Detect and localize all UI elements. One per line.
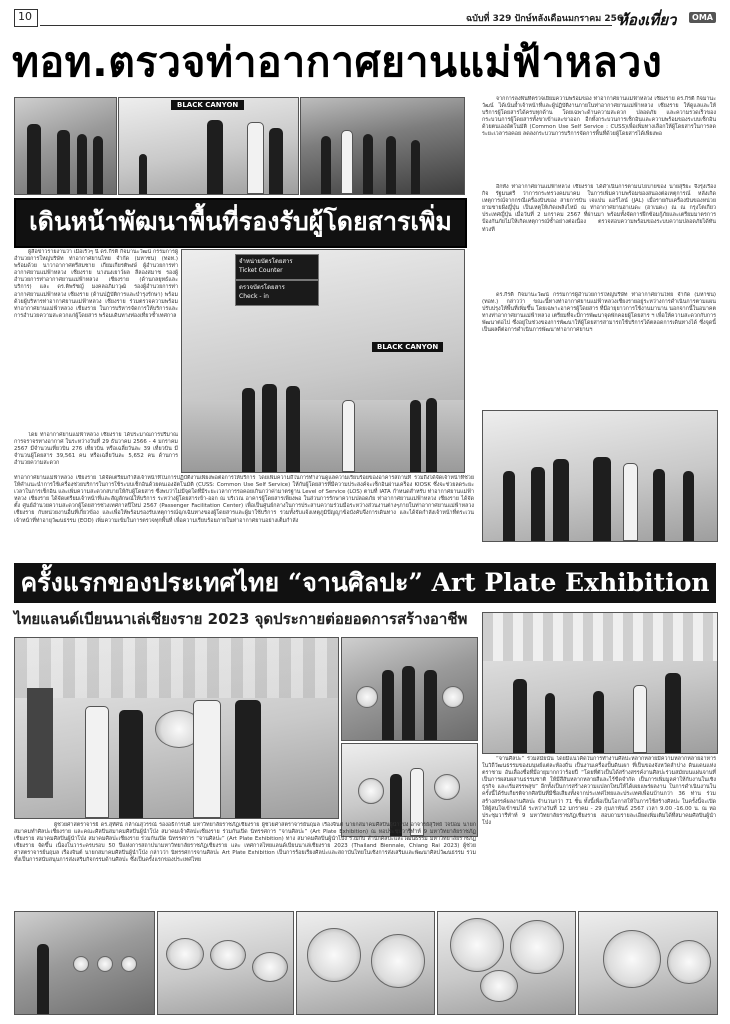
- page-number: 10: [18, 10, 32, 23]
- ticket-counter-sign-th: จำหน่ายบัตรโดยสาร: [239, 258, 293, 265]
- art-plate: [358, 778, 384, 804]
- photo-officials-group: [482, 410, 718, 542]
- photo-officials-terminal: [118, 97, 299, 195]
- art-plate: [450, 918, 504, 972]
- photo-exhibition-opening: [14, 637, 339, 819]
- art-plate: [434, 774, 460, 800]
- person-figure: [531, 467, 545, 541]
- art-plate: [73, 956, 89, 972]
- section2-banner: [14, 563, 716, 603]
- photo-officials-inspection: [300, 97, 465, 195]
- photo-plates-display-5: [578, 911, 718, 1015]
- headline: ทอท.ตรวจท่าอากาศยานแม่ฟ้าหลวง: [12, 38, 663, 86]
- art-plate: [307, 928, 361, 982]
- art-plate: [356, 686, 378, 708]
- person-figure: [341, 130, 353, 194]
- person-figure: [424, 670, 437, 740]
- person-figure: [85, 706, 109, 818]
- person-figure: [207, 120, 223, 194]
- photo-terminal-walkthrough: [181, 249, 465, 473]
- art-plate: [480, 970, 518, 1002]
- photo-plates-display-2: [157, 911, 294, 1015]
- section2-subhead: ไทยแลนด์เบียนนาเล่เชียงราย 2023 จุดประกายต่อยอดการสร้างอาชีพ: [14, 610, 468, 628]
- section2-banner-quote: “จานศิลปะ”: [287, 568, 423, 597]
- art-plate: [97, 956, 113, 972]
- person-figure: [593, 691, 604, 753]
- person-figure: [93, 136, 103, 194]
- person-figure: [382, 670, 394, 740]
- person-figure: [139, 154, 147, 194]
- photo-exhibition-hall: [482, 612, 718, 754]
- person-figure: [402, 666, 415, 740]
- article1-right-col-2: อีกทั้ง ท่าอากาศยานแม่ฟ้าหลวง เชียงราย ได้ดำเนินการตามนโยบายของ นายสุริยะ จึงรุ่งเรืองกิจ รัฐมนตรี ว่าการกระทรวงคมนาคม ในการเพิ่มความพร้อมของสนองต่อเหตุการณ์ หลังเกิดเหตุการณ์จากกรณีเครื่องบินของ สายการบิน เจแปน แอร์ไลน์ (JAL) เมื่อรายกับเครื่องบินของหน่วยยามชายฝั่งญี่ปุ่น เป็นเหตุให้เกิดเพลิงไหม้ ณ ท่าอากาศยานฮาเนดะ (ฮาเนดะ) ณ ณ กรุงโตเกียว ประเทศญี่ปุ่น เมื่อวันที่ 2 มกราคม 2567 ที่ผ่านมา พร้อมทั้งจัดการฝึกซ้อมกู้ภัยและเตรียมมาตรการป้องกันภัยไม่ให้เกิดเหตุการณ์ซ้ำอย่างต่อเนื่อง ตรวจสอบความพร้อมของระบบความปลอดภัยได้ทันท่วงที: [482, 184, 716, 233]
- art-plate: [166, 938, 204, 970]
- section1-banner-text: เดินหน้าพัฒนาพื้นที่รองรับผู้โดยสารเพิ่ม: [29, 207, 452, 236]
- person-figure: [342, 400, 355, 472]
- art-plate: [603, 930, 661, 988]
- ticket-counter-sign: [235, 254, 319, 280]
- article1-right-col-3: ดร.กีรติ กิจมานะวัฒน์ กรรมการผู้อำนวยการใหญ่บริษัท ท่าอากาศยานไทย จำกัด (มหาชน) (ทอท.) กล่าวว่า ขณะนี้ทางท่าอากาศยานแม่ฟ้าหลวงเชียงรายอยู่ระหว่างการดำเนินการตามแผนปรับปรุงให้พื้นที่เพิ่มขึ้น โดยเฉพาะอาคารผู้โดยสาร ที่มีอายุยาวการใช้งานมานาน นอกจากนี้ในอนาคตทางท่าอากาศยานแม่ฟ้าหลวง เตรียมที่จะมีการพัฒนาจุดพักคอยผู้โดยสาร ฯ เพื่อให้ความสะดวกกับการพัฒนาต่อไป ซึ่งอยู่ในช่วงของการพัฒนาให้ผู้โดยสารสามารถใช้บริการได้ตลอดการเดินทางได้ ซึ่งจุดนี้เป็นผลดีต่อการดำเนินการพัฒนาท่าอากาศยานฯ: [482, 292, 716, 334]
- issue-label: ฉบับที่ 329 ปักษ์หลังเดือนมกราคม 2567: [466, 14, 630, 24]
- article1-right-col-1: จากการลงพื้นที่ตรวจเยี่ยมความพร้อมของ ท่าอากาศยานแม่ฟ้าหลวง เชียงราย ดร.กีรติ กิจมานะวัฒน์ ได้เน้นย้ำเจ้าหน้าที่และผู้ปฏิบัติงานภายในท่าอากาศยานแม่ฟ้าหลวง เชียงราย ให้ดูแลและให้บริการผู้โดยสารได้ครบทุกด้าน โดยเฉพาะด้านความสะดวก ปลอดภัย และความรวดเร็วของกระบวนการผู้โดยสารทั้งขาเข้าและขาออก อีกทั้งกระบวนการเช็กอินและความพร้อมของระบบเช็กอินด้วยตนเองอัตโนมัติ (Common Use Self Service : CUSS)เพื่อเพิ่มทางเลือกให้ผู้โดยสารในการลดระยะเวลารอคอย ลดลงกระบวนการบริการจัดการพื้นที่ด้วยผู้โดยสารได้เพียงพอ: [482, 96, 716, 138]
- person-figure: [623, 463, 638, 541]
- person-figure: [653, 469, 665, 541]
- person-figure: [545, 693, 555, 753]
- art-plate: [252, 952, 288, 982]
- section2-banner-prefix: ครั้งแรกของประเทศไทย: [20, 568, 280, 597]
- logo-text: ห้องเที่ยว: [618, 11, 677, 29]
- person-figure: [37, 944, 49, 1014]
- person-figure: [683, 471, 694, 541]
- article1-left-col-2: โดย ท่าอากาศยานแม่ฟ้าหลวง เชียงราย ได้ประมาณการปริมาณการจราจรทางอากาศ ในระหว่างวันที่ 29 ธันวาคม 2566 - 4 มกราคม 2567 มีจำนวนเที่ยวบิน 276 เที่ยวบิน หรือเฉลี่ยวันละ 39 เที่ยวบิน มีจำนวนผู้โดยสาร 39,561 คน หรือเฉลี่ยวันละ 5,652 คน ด้านการอำนวยความสะดวก: [14, 432, 178, 467]
- check-in-sign-en: Check - in: [239, 293, 269, 300]
- person-figure: [553, 459, 569, 541]
- person-figure: [286, 386, 300, 472]
- publication-logo: [618, 7, 716, 29]
- person-figure: [411, 140, 420, 194]
- black-canyon-sign-2: BLACK CANYON: [372, 342, 443, 352]
- person-figure: [57, 130, 70, 194]
- art-plate: [371, 934, 425, 988]
- person-figure: [262, 384, 277, 472]
- logo-sub: OMA: [689, 12, 716, 23]
- person-figure: [193, 700, 221, 818]
- section2-banner-english: Art Plate Exhibition: [431, 568, 710, 597]
- header-rule: [40, 25, 612, 26]
- photo-plates-display-1: [14, 911, 155, 1015]
- person-figure: [633, 685, 647, 753]
- person-figure: [503, 471, 515, 541]
- person-figure: [247, 122, 264, 194]
- article1-full-width: ท่าอากาศยานแม่ฟ้าหลวง เชียงราย ได้จัดเตรียมกำลังเจ้าหน้าที่ในการปฏิบัติงานเพียงพอต่อการให้บริการ โดยเพิ่มความถี่ในการทำงานดูแลความเรียบร้อยของอาคารสถานที่ รวมถึงได้จัดเจ้าหน้าที่ช่วยให้คำแนะนำการใช้เครื่องช่วยบริการในการใช้ระบบเช็กอินด้วยตนเองอัตโนมัติ (CUSS: Common Use Self Service) ให้กับผู้โดยสารที่มีความประสงค์จะเช็กอินผ่านเคร็อง KIOSK ซึ่งจะช่วยลดระยะเวลาในการเช็กอิน และเพิ่มความสะดวกสบายให้กับผู้โดยสาร ซึ่งพบว่าไม่มีจุดใดที่มีระยะเวลาการรอคอยเกินกว่าค่ามาตรฐาน Level of Service (LOS) ตามที่ IATA กำหนดสำหรับ ท่าอากาศยานแม่ฟ้าหลวง เชียงราย ได้จัดเตรียมเจ้าหน้าที่และสัญลักษณ์ให้บริการ ระหว่างผู้โดยสารเข้า-ออก ณ บริเวณ อาคารผู้โดยสารเพียงพอ ในส่วนการรักษาความปลอดภัย ท่าอากาศยานแม่ฟ้าหลวง เชียงราย ได้จัดตั้ง ศูนย์อำนวยความสะดวกผู้โดยสารช่วงเทศกาลปีใหม่ 2567 (Passenger Facilitation Center) เพื่อเป็นศูนย์กลางในการประสานความร่วมมือระหว่างส่วนงานต่างๆภายในท่าอากาศยานแม่ฟ้าหลวง เชียงราย กับหน่วยงานอื่นที่เกี่ยวข้อง และเพื่อให้พร้อมรองรับเหตุการณ์ฉุกเฉินทางของผู้โดยสารและผู้มาใช้บริการ รวมทั้งรับแจ้งเหตุภูมิปัญญาข้อบังคับจึงการเดินทาง และได้จัดกำลังเจ้าหน้าที่ตระเวน เจ้าหน้าที่ท่าอายุวัฒนธรรม (EOD) เพิ่มความเข้มในการตรวจทุกพื้นที่ เพื่อความเรียบร้อยภายในท่าอากาศยานอย่างเต็มกำลัง: [14, 475, 474, 524]
- check-in-sign-th: ตรวจบัตรโดยสาร: [239, 284, 285, 291]
- person-figure: [513, 679, 527, 753]
- photo-officials-escalator: [14, 97, 117, 195]
- photo-plates-display-3: [296, 911, 435, 1015]
- art-plate: [121, 956, 137, 972]
- person-figure: [665, 673, 681, 753]
- art-plate: [510, 920, 564, 974]
- photo-plates-display-4: [437, 911, 576, 1015]
- person-figure: [119, 710, 143, 818]
- article2-caption: ผู้ช่วยศาสตราจารย์ ดร.สุทัศน์ กล้าณสุวรรณ์ รองอธิการบดี มหาวิทยาลัยราชภัฏเชียงราย ผู้ช่วยศาสตราจารย์นฤมล เรืองจินต์ นายกสมาคมศิลปินผู้นำโป่ง อาจารย์สุวิทย์ ใจป้อม นายกสมาคมทำศิลปะเชียงราย และคณะศิลปินสมาคมศิลปินผู้นำโป่ง สมาคมเจ้าศิลปะเชียงราย ร่วมกันเปิด นิทรรศการ “จานศิลปะ” (Art Plate Exhibition) ณ หอประชุมวารีทำท์ 9 มหาวิทยาลัยราชภัฏเชียงราย สมาคมศิลปินผู้นำโป่ง สมาคมศิลปะเชียงราย ร่วมกันเปิด นิทรรศการ “จานศิลปะ” (Art Plate Exhibition) ทาง สมาคมศิลปินผู้นำโป่ง ร่วมกับ สำนักศิลปะและวัฒนธรรม มหาวิทยาลัยราชภัฏเชียงราย จัดขึ้น เนื่องในวาระครบรอบ 50 ปีแห่งการสถาปนามหาวิทยาลัยราชภัฏเชียงราย และ เทศกาลไทยแลนด์เบียนนาเล่เชียงราย 2023 (Thailand Biennale, Chiang Rai 2023) ผู้ช่วยศาสตราจารย์นฤมล เรืองจินต์ นายกสมาคมศิลปินผู้นำโป่ง กล่าวว่า นิทรรศการจานศิลปะ Art Plate Exhibition เป็นการร้อยเรียงศิลปะและสถาบันไทยในเชิงการส่งเสริมและพัฒนาศิลปวัฒนธรรม รวมทั้งเป็นการสนับสนุนการส่งเสริมกิจกรรมด้านศิลปะ ซึ่งเป็นครั้งแรกของประเทศไทย: [14, 822, 476, 864]
- person-figure: [363, 134, 373, 194]
- person-figure: [410, 400, 421, 472]
- person-figure: [321, 136, 331, 194]
- art-plate: [210, 940, 246, 970]
- person-figure: [269, 128, 283, 194]
- person-figure: [235, 700, 261, 818]
- article1-left-col: ผู้สื่อข่าวรายงานว่า เมื่อเร็วๆ นี้ ดร.กีรติ กิจมานะวัฒน์ กรรมการผู้อำนวยการใหญ่บริษัท ท่าอากาศยานไทย จำกัด (มหาชน) (ทอท.) พร้อมด้วย นาวาอากาศตรีสมชาย เกียมเกียรติพงษ์ ผู้อำนวยการท่าอากาศยานแม่ฟ้าหลวง เชียงราย นางนงเยาว์ผล ลีลองสมาช รองผู้อำนวยการท่าอากาศยานแม่ฟ้าหลวง เชียงราย (ด้านกลยุทธ์และบริการ) และ ดร.ติพรัชญ์ มงคลอภิมาวุฒิ รองผู้อำนวยการท่าอากาศยานแม่ฟ้าหลวง เชียงราย (ด้านปฏิบัติการและบำรุงรักษา) พร้อมด้วยผู้บริหารท่าอากาศยานแม่ฟ้าหลวง เชียงราย ร่วมตรวจความพร้อม ท่าอากาศยานแม่ฟ้าหลวง เชียงราย ในการบริหารจัดการให้บริการและการอำนวยความสะดวกแก่ผู้โดยสาร พร้อมเดินทางท่องเที่ยวซ้ำเทศกาล: [14, 249, 178, 319]
- person-figure: [386, 136, 396, 194]
- person-figure: [593, 457, 611, 541]
- check-in-sign: [235, 280, 319, 306]
- ticket-counter-sign-en: Ticket Counter: [239, 267, 283, 274]
- article2-right-text: “จานศิลปะ” ร่วมสมัยนั้น โดยมีแนวคิดในการทำงานศิลปะหลากหลายมีความหลากหลายอาหารในวิถีวัฒนธรรมของมนุษย์แต่ละท้องถิ่น เป็นงานเครื่องปั้นดินเผา ที่เป็นของจังหวัดลำปาง ดินแดนแห่งตราชาม อันเลื่องชื่อที่มีอายุมากกว่าร้อยปี “โดยที่ตัวเป็นได้สร้างสรรค์งานศิลปะร่วมสมัยบนแผ่นจานที่เป็นการผสมผสานธรรมชาติ ให้มีสีสันหลากหลายสีและไร้ขีดจำกัด เป็นการเพิ่มมูลค่าให้กับงานในเชิงธุรกิจ และเริ่มสรรพสุข” อีกทั้งเป็นการสร้างความแปลกใหม่ให้ได้เผยแพร่ผลงาน ในการดำเนินงานในครั้งนี้ได้รับเกียรติจากศิลปินที่มีชื่อเสียงทั้งจากประเทศไทยและประเทศเพื่อนบ้านกว่า 36 ท่าน ร่วมสร้างสรรค์ผลงานศิลปะ จำนวนกว่า 71 ชิ้น ทั้งนี้เพื่อเป็นโอกาสให้ในการใช้สร้างศิลปะ ในครั้งนี้จะเปิดให้ผู้สนใจเข้าชมได้ ระหว่างวันที่ 12 มกราคม - 29 กุมภาพันธ์ 2567 เวลา 9.00 -16.00 น. ณ หอประชุมวารีทำท์ 9 มหาวิทยาลัยราชภัฏเชียงราย สอบถามรายละเอียดเพิ่มเติมได้ที่สมาคมศิลปินผู้นำโป่ง: [482, 756, 716, 826]
- person-figure: [27, 124, 41, 194]
- photo-exhibition-group: [341, 637, 478, 741]
- person-figure: [242, 388, 255, 472]
- art-plate: [442, 686, 464, 708]
- person-figure: [77, 134, 87, 194]
- black-canyon-sign: BLACK CANYON: [171, 100, 244, 110]
- art-plate: [667, 940, 711, 984]
- section1-banner: [14, 198, 467, 248]
- person-figure: [426, 398, 437, 472]
